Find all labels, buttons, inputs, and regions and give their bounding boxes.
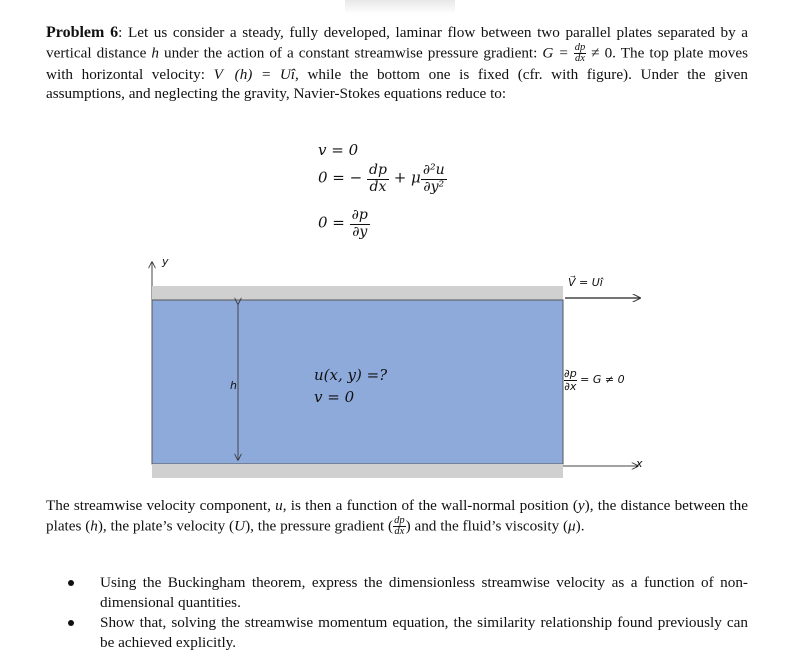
var-h: h [90,516,98,534]
eq3-lhs: 0 = [318,213,345,232]
body-text-5: ), the pressure gradient [245,516,389,534]
eq3-frac-den: ∂y [352,223,368,240]
eq2-frac2-den: ∂y² [423,178,445,195]
equation-continuity: v = 0 [318,141,359,159]
dp-dx-fraction [564,368,577,392]
velocity-equation: V⃗(h) = Uî [213,65,296,83]
frac-denominator: dx [394,526,405,537]
body-text-7: ). [575,516,585,534]
intro-text-1: : Let us consider a steady, fully developed, laminar flow between two parallel plates separated by a vertical distance [46,24,749,61]
top-velocity-label: V⃗ = Uî [568,276,603,289]
list-item [46,573,748,612]
eq2-d2u-dy2 [421,163,447,194]
x-axis-label: x [636,457,643,470]
list-item-text: Using the Buckingham theorem, express the dimensionless streamwise velocity as a function of non-dimensional quantities. [100,574,748,611]
g-equation: G = [542,43,569,61]
dp-dx-fraction [393,516,406,538]
gradient-den: ∂x [564,379,577,393]
var-U: U [234,516,246,534]
frac-numerator: dp [394,514,405,526]
eq2-frac2-num: ∂²u [422,162,445,178]
var-y: y [577,497,585,514]
eq2-frac1-den: dx [369,178,387,195]
dp-dx-fraction [574,43,587,65]
eq2-dp-dx [367,163,389,194]
channel-flow-figure [140,252,660,487]
gradient-num: ∂p [564,367,577,380]
intro-text-4: , while the bottom one is fixed (cfr. with figure). Under the given assumptions, and neglecting the gravity, Navier-Stokes equations reduce to: [46,65,748,102]
task-list [46,573,748,653]
list-item-text: Show that, solving the streamwise momentum equation, the similarity relationship found previously can be achieved explicitly. [100,614,748,651]
pressure-gradient-label [564,368,625,392]
intro-text-2: under the action of a constant streamwise pressure gradient: [158,43,543,61]
frac-numerator: dp [574,41,586,53]
intro-text-3: ≠ 0. The top plate moves with horizontal velocity: [46,43,749,83]
body-text-4: ), the plate’s velocity ( [97,516,235,534]
eq3-frac-num: ∂p [351,207,368,223]
problem-statement [46,23,748,104]
var-u: u [275,497,283,514]
body-text-1: The streamwise velocity component, [46,497,276,514]
problem-title: Problem 6 [46,24,119,41]
gap-label: h [230,379,237,392]
gradient-rhs: = G ≠ 0 [580,373,625,387]
top-plate [152,286,563,300]
eq2-lhs: 0 = − [318,168,363,187]
equation-x-momentum [318,163,447,194]
y-axis-label: y [162,255,169,268]
bullet-dot [68,580,74,586]
eq3-dp-dy [350,208,370,239]
var-mu: μ [568,516,576,534]
var-h: h [151,43,159,61]
body-text-3: ), the distance between the plates ( [46,497,748,534]
body-text-2: , is then a function of the wall-normal position ( [282,497,578,514]
unknown-u: u(x, y) =? [314,366,388,384]
frac-denominator: dx [574,53,585,64]
scan-artifact [345,0,455,14]
body-paragraph: The streamwise velocity component, u, is then a function of the wall-normal position (y), the distance between the plates (h), the plate’s velocity (U), the pressure gradient ( $\frac{dp}{dx}$ ) and the fluid’s viscosity (μ). [46,497,748,537]
list-item [46,613,748,652]
eq2-frac1-num: dp [369,162,387,178]
unknown-v: v = 0 [314,388,355,406]
bullet-dot [68,620,74,626]
bottom-plate [152,464,563,478]
equation-y-momentum [318,208,370,239]
body-text-6: and the fluid’s viscosity ( [410,516,569,534]
eq2-mid: + μ [393,168,421,187]
